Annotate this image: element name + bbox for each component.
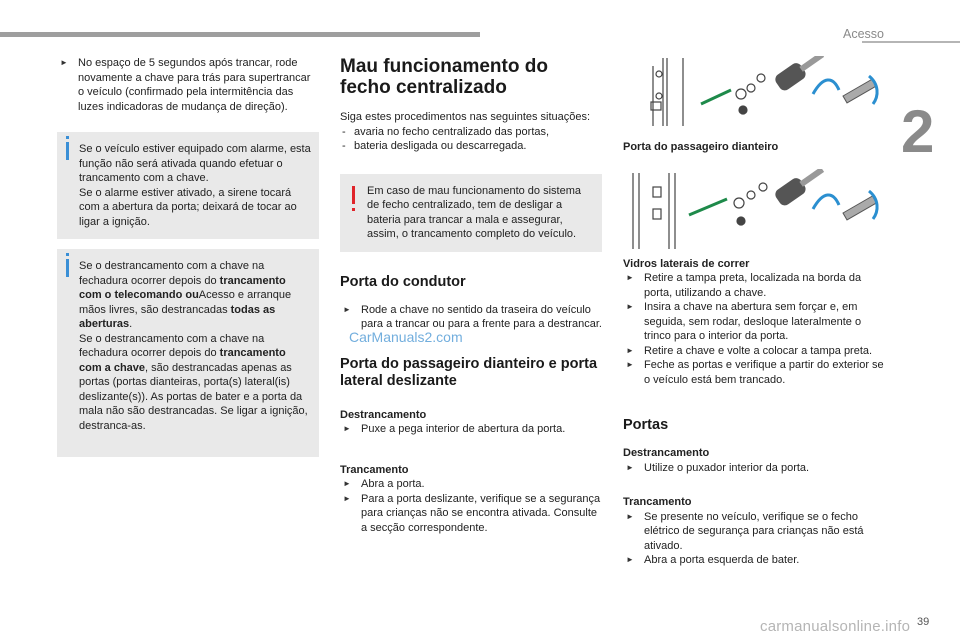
list-item: ► Feche as portas e verifique a partir do exterior se o veículo está bem trancado.	[626, 359, 884, 386]
intro-text: Siga estes procedimentos nas seguintes situações:	[340, 111, 591, 123]
front-passenger-door-figure	[623, 56, 885, 134]
note-text: Em caso de mau funcionamento do sistema de fecho centralizado, tem de desligar a bateria para trancar a mala e assegurar, assim, o trancamento completo do veículo.	[367, 184, 582, 240]
list-item: - bateria desligada ou descarregada.	[342, 140, 527, 152]
note-text: Se o alarme estiver ativado, a sirene tocará com a abertura da porta; deixará de tocar ao ligar a ignição.	[79, 186, 297, 228]
arrow-bullet-icon: ►	[626, 360, 634, 369]
list-item: ► Se presente no veículo, verifique se o fecho elétrico de segurança para crianças não está ativado.	[626, 510, 864, 552]
watermark: CarManuals2.com	[349, 329, 463, 345]
arrow-bullet-icon: ►	[626, 273, 634, 282]
arrow-bullet-icon: ►	[343, 479, 351, 488]
warning-note	[340, 174, 602, 252]
arrow-bullet-icon: ►	[626, 462, 634, 472]
figure-caption: Vidros laterais de correr	[623, 257, 750, 270]
sliding-window-figure	[623, 169, 885, 253]
info-note	[57, 249, 319, 457]
list-item: - avaria no fecho centralizado das portas,	[342, 125, 550, 138]
arrow-bullet-icon: ►	[343, 493, 351, 503]
subhead: Trancamento	[623, 496, 692, 508]
arrow-bullet-icon: ►	[626, 511, 634, 521]
list-item: ► Insira a chave na abertura sem forçar e, em seguida, sem rodar, desloque lateralmente o trinco para o interior da porta.	[626, 301, 862, 342]
note-text: Se o veículo estiver equipado com alarme, esta função não será ativada quando efetuar o trancamento com a chave.	[79, 143, 311, 184]
info-note	[57, 132, 319, 239]
arrow-bullet-icon: ►	[343, 424, 351, 433]
info-icon	[66, 142, 69, 160]
arrow-bullet-icon: ►	[60, 58, 68, 67]
arrow-bullet-icon: ►	[343, 304, 351, 314]
note-text: Se o destrancamento com a chave na fechadura ocorrer depois do trancamento com a chave, são destrancadas apenas as portas (portas dianteiras, porta(s) lateral(is) deslizante(s)). As portas de bater e a porta da mala não são destrancadas. Se ligar a ignição, destranca-as.	[79, 332, 308, 432]
arrow-bullet-icon: ►	[626, 302, 634, 311]
subhead: Trancamento	[340, 463, 409, 476]
section-label: Acesso	[843, 27, 884, 41]
list-item: ► No espaço de 5 segundos após trancar, rode novamente a chave para trás para supertrancar o veículo (confirmado pela intermitência das luzes indicadoras de mudança de direção).	[60, 57, 311, 113]
column-middle	[340, 56, 602, 535]
subhead: Destrancamento	[340, 408, 427, 421]
list-item: ► Retire a chave e volte a colocar a tampa preta.	[626, 344, 873, 357]
arrow-bullet-icon: ►	[626, 345, 634, 355]
subsection-title: Porta do condutor	[340, 273, 466, 290]
list-item: ► Para a porta deslizante, verifique se a segurança para crianças não se encontra ativada. Consulte a secção correspondente.	[343, 492, 601, 534]
door-lock-illustration	[623, 56, 885, 134]
list-item: ► Retire a tampa preta, localizada na borda da porta, utilizando a chave.	[626, 272, 862, 299]
header-rule	[0, 32, 480, 37]
subsection-title: Portas	[623, 417, 669, 433]
note-text: Se o destrancamento com a chave na fechadura ocorrer depois do trancamento com o telecomando ouAcesso e arranque mãos livres, são destrancadas todas as aberturas.	[79, 260, 292, 330]
section-title: Mau funcionamento do fecho centralizado	[340, 56, 548, 98]
chapter-number: 2	[901, 98, 935, 165]
list-item: ► Utilize o puxador interior da porta.	[626, 461, 810, 474]
list-item: ► Rode a chave no sentido da traseira do veículo para a trancar ou para a frente para a destrancar.	[343, 303, 602, 330]
footer-watermark: carmanualsonline.info	[760, 618, 911, 635]
arrow-bullet-icon: ►	[626, 555, 634, 564]
warning-icon	[352, 186, 355, 204]
column-left	[57, 56, 319, 457]
subsection-title: Porta do passageiro dianteiro e porta lateral deslizante	[340, 355, 598, 389]
window-lock-illustration	[623, 169, 885, 253]
list-item: ► Abra a porta.	[343, 478, 425, 490]
list-item: ► Puxe a pega interior de abertura da porta.	[343, 423, 566, 435]
subhead: Destrancamento	[623, 447, 710, 459]
info-icon	[66, 259, 69, 277]
page-number: 39	[917, 616, 930, 628]
column-right	[623, 56, 885, 568]
header-rule-right	[862, 41, 960, 43]
figure-caption: Porta do passageiro dianteiro	[623, 141, 779, 153]
list-item: ► Abra a porta esquerda de bater.	[626, 554, 800, 566]
